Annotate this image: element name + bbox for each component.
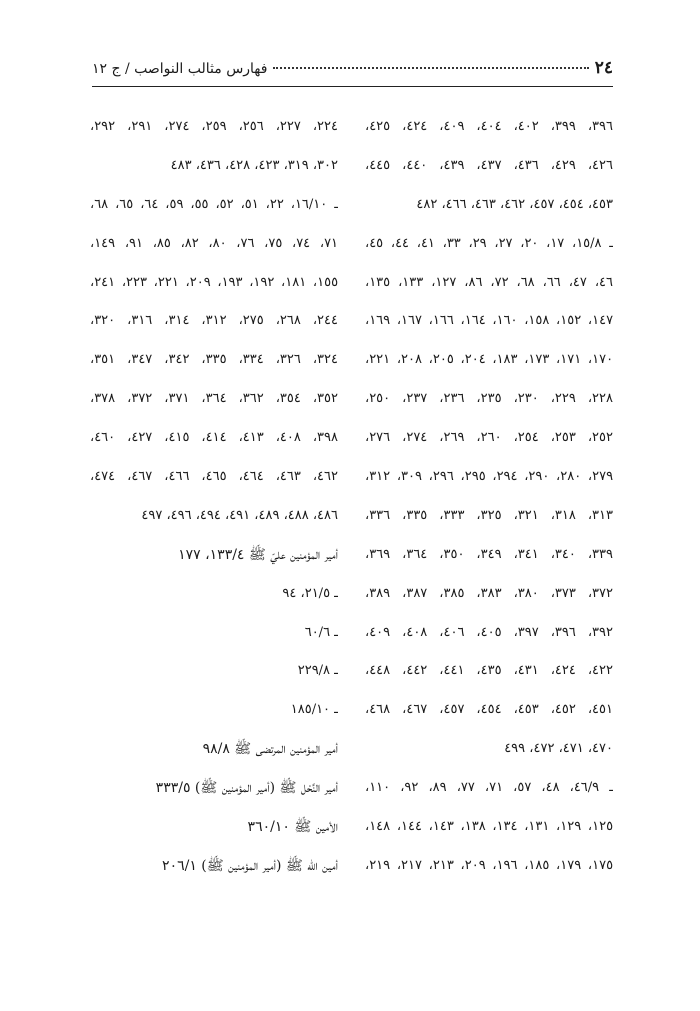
page-number: ٢٤ bbox=[594, 58, 613, 78]
index-line: ـ ١٥/٨، ١٧، ٢٠، ٢٧، ٢٩، ٣٣، ٤١، ٤٤، ٤٥، bbox=[365, 235, 613, 251]
index-line: ـ ١٨٥/١٠ bbox=[290, 702, 338, 718]
index-line: ٤٦٢، ٤٦٣، ٤٦٤، ٤٦٥، ٤٦٦، ٤٦٧، ٤٧٤، bbox=[90, 469, 338, 485]
index-entry-heading: الأمين ﷺ ٣٦٠/١٠ bbox=[247, 819, 338, 836]
index-line: ٤٥٣، ٤٥٤، ٤٥٧، ٤٦٢، ٤٦٣، ٤٦٦، ٤٨٢ bbox=[416, 196, 613, 212]
index-line: ٤٢٦، ٤٢٩، ٤٣٦، ٤٣٧، ٤٣٩، ٤٤٠، ٤٤٥، bbox=[365, 157, 613, 173]
index-line: ـ ٤٦/٩، ٤٨، ٥٧، ٧١، ٧٧، ٨٩، ٩٢، ١١٠، bbox=[365, 780, 613, 796]
index-line: ١٥٥، ١٨١، ١٩٢، ١٩٣، ٢٠٩، ٢٢١، ٢٢٣، ٢٤١، bbox=[90, 274, 338, 290]
index-line: ٣٠٢، ٣١٩، ٤٢٣، ٤٢٨، ٤٣٦، ٤٨٣ bbox=[170, 157, 338, 173]
index-line: ١٧٥، ١٧٩، ١٨٥، ١٩٦، ٢٠٩، ٢١٣، ٢١٧، ٢١٩، bbox=[365, 857, 613, 873]
index-line: ٣٢٤، ٣٢٦، ٣٣٤، ٣٣٥، ٣٤٢، ٣٤٧، ٣٥١، bbox=[90, 352, 338, 368]
header-rule bbox=[92, 86, 613, 87]
index-line: ٣١٣، ٣١٨، ٣٢١، ٣٢٥، ٣٣٣، ٣٣٥، ٣٣٦، bbox=[365, 507, 613, 523]
index-line: ٤٦، ٤٧، ٦٦، ٦٨، ٧٢، ٨٦، ١٢٧، ١٣٣، ١٣٥، bbox=[365, 274, 613, 290]
index-line: ٤٨٦، ٤٨٨، ٤٨٩، ٤٩١، ٤٩٤، ٤٩٦، ٤٩٧ bbox=[141, 507, 338, 523]
index-line: ٣٣٩، ٣٤٠، ٣٤١، ٣٤٩، ٣٥٠، ٣٦٤، ٣٦٩، bbox=[365, 546, 613, 562]
index-line: ـ ٢١/٥، ٩٤ bbox=[282, 585, 338, 601]
index-entry-heading: أمير النَّحْل ﷺ (أمير المؤمنين ﷺ) ٣٣٣/٥ bbox=[155, 780, 338, 797]
index-line: ١٢٥، ١٢٩، ١٣١، ١٣٤، ١٣٨، ١٤٣، ١٤٤، ١٤٨، bbox=[365, 819, 613, 835]
index-line: ٣٧٢، ٣٧٣، ٣٨٠، ٣٨٣، ٣٨٥، ٣٨٧، ٣٨٩، bbox=[365, 585, 613, 601]
index-line: ٢٧٩، ٢٨٠، ٢٩٠، ٢٩٤، ٢٩٥، ٢٩٦، ٣٠٩، ٣١٢، bbox=[365, 469, 613, 485]
index-entry-heading: أمين الله ﷺ (أمير المؤمنين ﷺ) ٢٠٦/١ bbox=[162, 857, 338, 874]
running-title: فهارس مثالب النواصب / ج ١٢ bbox=[92, 61, 268, 77]
index-line: ـ ٦٠/٦ bbox=[304, 624, 338, 640]
index-line: ٢٤٤، ٢٦٨، ٢٧٥، ٣١٢، ٣١٤، ٣١٦، ٣٢٠، bbox=[90, 313, 338, 329]
index-line: ١٤٧، ١٥٢، ١٥٨، ١٦٠، ١٦٤، ١٦٦، ١٦٧، ١٦٩، bbox=[365, 313, 613, 329]
index-line: ـ ١٦/١٠، ٢٢، ٥١، ٥٢، ٥٥، ٥٩، ٦٤، ٦٥، ٦٨، bbox=[90, 196, 338, 212]
index-line: ٧١، ٧٤، ٧٥، ٧٦، ٨٠، ٨٢، ٨٥، ٩١، ١٤٩، bbox=[90, 235, 338, 251]
index-entry-heading: أمير المؤمنين المرتضى ﷺ ٩٨/٨ bbox=[202, 741, 338, 758]
index-line: ٣٥٢، ٣٥٤، ٣٦٢، ٣٦٤، ٣٧١، ٣٧٢، ٣٧٨، bbox=[90, 391, 338, 407]
index-line: ٣٩٦، ٣٩٩، ٤٠٢، ٤٠٤، ٤٠٩، ٤٢٤، ٤٢٥، bbox=[365, 119, 613, 134]
index-line: ـ ٢٢٩/٨ bbox=[297, 663, 338, 679]
index-line: ١٧٠، ١٧١، ١٧٣، ١٨٣، ٢٠٤، ٢٠٥، ٢٠٨، ٢٢١، bbox=[365, 352, 613, 368]
page-header bbox=[92, 58, 613, 82]
index-line: ٤٢٢، ٤٢٤، ٤٣١، ٤٣٥، ٤٤١، ٤٤٢، ٤٤٨، bbox=[365, 663, 613, 679]
index-entry-heading: أمير المؤمنين عليّ ﷺ ١٣٣/٤، ١٧٧ bbox=[178, 546, 338, 563]
index-line: ٣٩٨، ٤٠٨، ٤١٣، ٤١٤، ٤١٥، ٤٢٧، ٤٦٠، bbox=[90, 430, 338, 446]
index-line: ٢٢٤، ٢٢٧، ٢٥٦، ٢٥٩، ٢٧٤، ٢٩١، ٢٩٢، bbox=[90, 119, 338, 134]
index-line: ٣٩٢، ٣٩٦، ٣٩٧، ٤٠٥، ٤٠٦، ٤٠٨، ٤٠٩، bbox=[365, 624, 613, 640]
index-line: ٤٧٠، ٤٧١، ٤٧٢، ٤٩٩ bbox=[504, 741, 613, 757]
index-column-left bbox=[90, 108, 338, 886]
index-line: ٢٥٢، ٢٥٣، ٢٥٤، ٢٦٠، ٢٦٩، ٢٧٤، ٢٧٦، bbox=[365, 430, 613, 446]
dotted-leader bbox=[273, 67, 588, 69]
index-line: ٤٥١، ٤٥٢، ٤٥٣، ٤٥٤، ٤٥٧، ٤٦٧، ٤٦٨، bbox=[365, 702, 613, 718]
index-line: ٢٢٨، ٢٢٩، ٢٣٠، ٢٣٥، ٢٣٦، ٢٣٧، ٢٥٠، bbox=[365, 391, 613, 407]
index-column-right bbox=[365, 108, 613, 886]
